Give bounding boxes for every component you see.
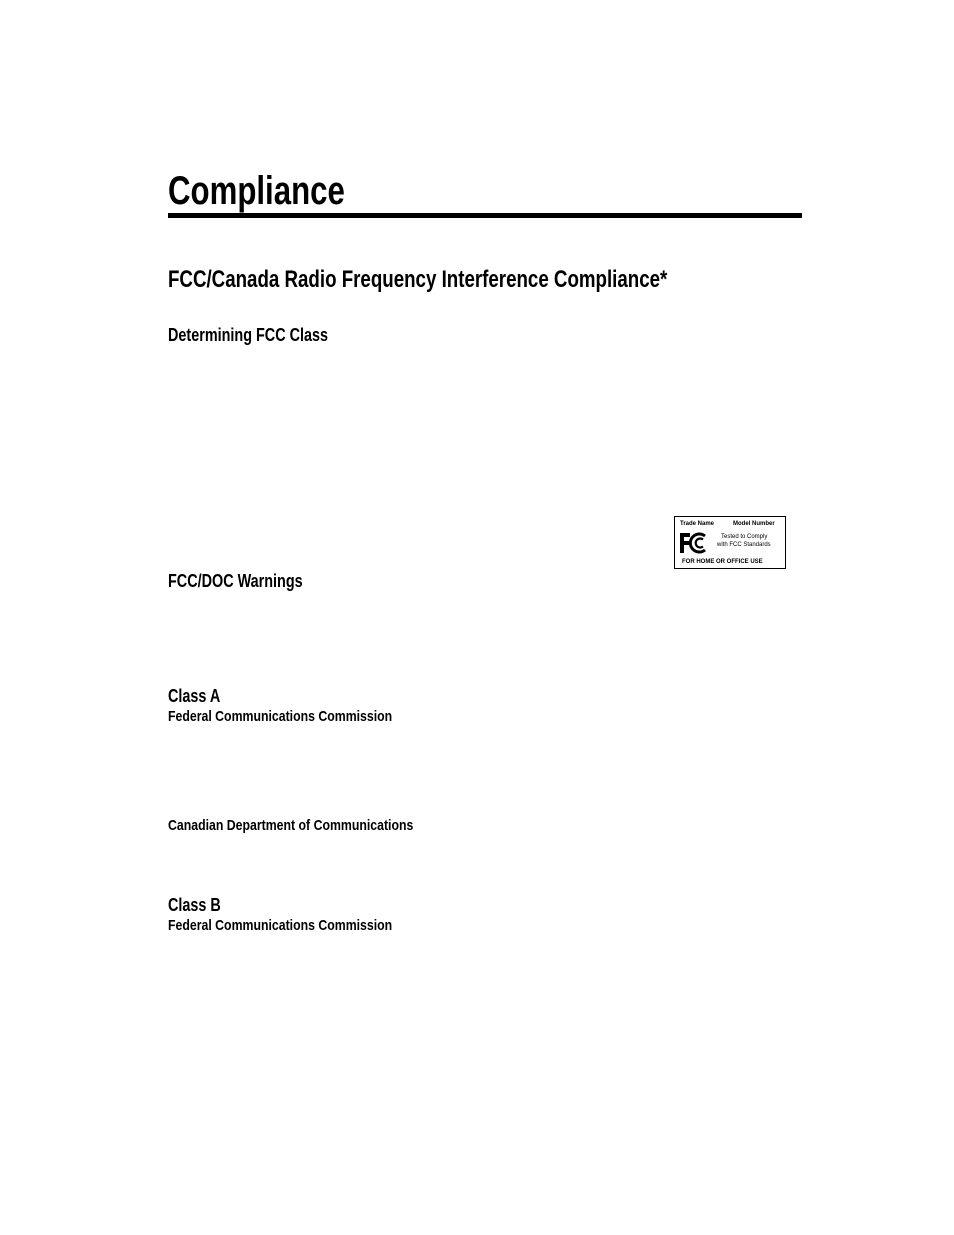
fcc-logo-icon [679, 531, 709, 555]
page-title: Compliance [168, 169, 345, 213]
heading-class-b: Class B [168, 895, 221, 915]
title-rule [168, 213, 802, 218]
heading-fcc-doc-warnings: FCC/DOC Warnings [168, 571, 303, 591]
heading-class-a: Class A [168, 686, 221, 706]
label-home-office-use: FOR HOME OR OFFICE USE [682, 559, 763, 565]
label-model-number: Model Number [733, 521, 775, 527]
label-tested-line2: with FCC Standards [717, 542, 771, 548]
label-trade-name: Trade Name [680, 521, 715, 527]
heading-class-a-fcc: Federal Communications Commission [168, 708, 393, 725]
heading-canadian-doc: Canadian Department of Communications [168, 817, 414, 834]
section-heading: FCC/Canada Radio Frequency Interference Compliance* [168, 266, 668, 293]
heading-class-b-fcc: Federal Communications Commission [168, 917, 393, 934]
heading-determining-fcc-class: Determining FCC Class [168, 325, 329, 345]
fcc-compliance-label [674, 516, 786, 569]
label-tested-line1: Tested to Comply [721, 534, 768, 540]
